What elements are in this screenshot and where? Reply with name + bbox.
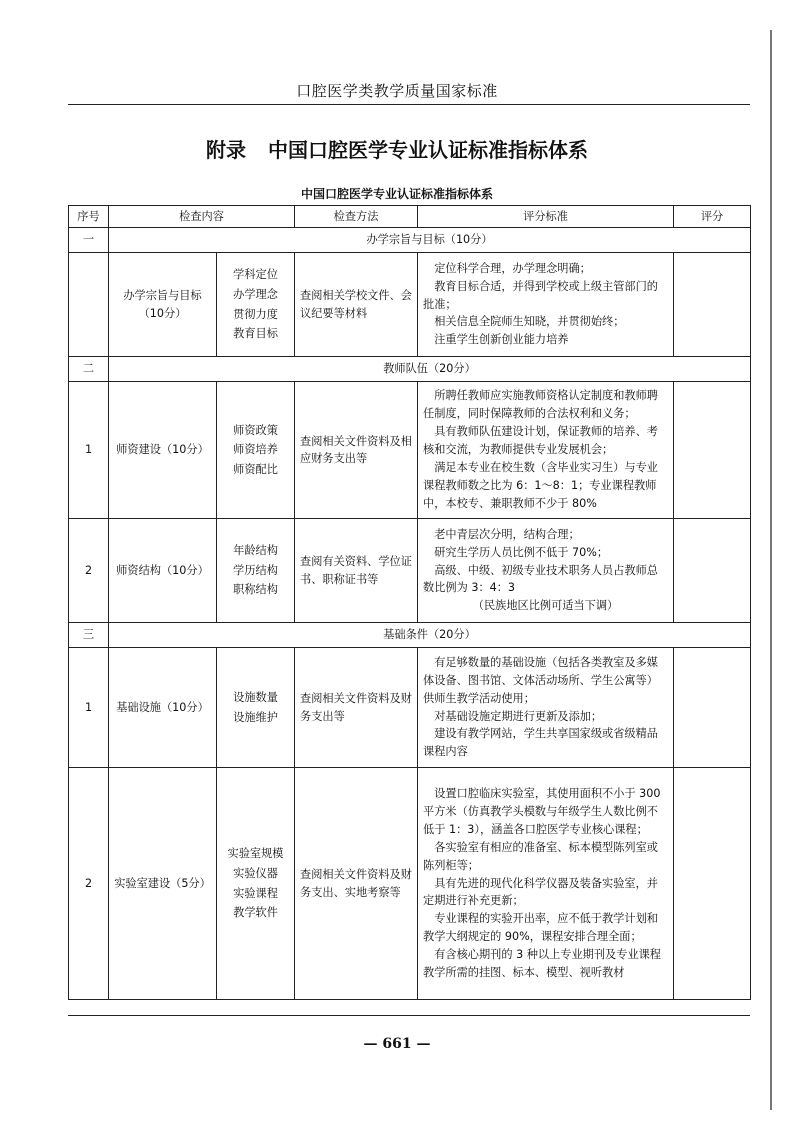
item-criteria bbox=[418, 519, 674, 623]
standards-table bbox=[68, 205, 751, 1000]
criterion: 建设有教学网站，学生共享国家级或省级精品课程内容 bbox=[423, 727, 658, 759]
item-criteria bbox=[418, 768, 674, 1000]
item-points bbox=[217, 768, 295, 1000]
criterion: 相关信息全院师生知晓，并贯彻始终； bbox=[434, 315, 625, 329]
title-text: 中国口腔医学专业认证标准指标体系 bbox=[268, 138, 588, 162]
item-points bbox=[217, 648, 295, 768]
item-score bbox=[674, 519, 751, 623]
page-number: — 661 — bbox=[363, 1036, 431, 1052]
item-score bbox=[674, 382, 751, 519]
criterion: 有含核心期刊的 3 种以上专业期刊及专业课程教学所需的挂图、标本、模型、视听教材 bbox=[423, 948, 661, 980]
item-seq bbox=[69, 253, 109, 357]
criterion: 定位科学合理，办学理念明确； bbox=[434, 261, 591, 275]
table-row bbox=[69, 519, 751, 623]
point: 师资政策 bbox=[233, 423, 278, 437]
criterion: 满足本专业在校生数（含毕业实习生）与专业课程教师数之比为 6：1～8：1；专业课程教师中，本校专、兼职教师不少于 80% bbox=[423, 460, 658, 510]
criterion: 研究生学历人员比例不低于 70%； bbox=[434, 545, 609, 559]
item-criteria bbox=[418, 253, 674, 357]
item-name: 师资结构（10分） bbox=[109, 519, 217, 623]
table-row bbox=[69, 768, 751, 1000]
criterion: 各实验室有相应的准备室、标本模型陈列室或陈列柜等； bbox=[423, 840, 658, 872]
point: 职称结构 bbox=[233, 583, 278, 597]
point: 实验课程 bbox=[233, 886, 278, 900]
section-title: 办学宗旨与目标（10分） bbox=[109, 228, 751, 253]
header-rule bbox=[68, 104, 750, 105]
section-title: 基础条件（20分） bbox=[109, 623, 751, 648]
point: 实验室规模 bbox=[227, 847, 284, 861]
criterion: 对基础设施定期进行更新及添加； bbox=[434, 709, 603, 723]
point: 设施数量 bbox=[233, 690, 278, 704]
item-seq: 1 bbox=[69, 648, 109, 768]
header-score: 评分 bbox=[674, 206, 751, 228]
criterion: 具有教师队伍建设计划，保证教师的培养、考核和交流，为教师提供专业发展机会； bbox=[423, 425, 658, 457]
item-seq: 1 bbox=[69, 382, 109, 519]
table-row bbox=[69, 382, 751, 519]
section-seq: 二 bbox=[69, 357, 109, 382]
point: 实验仪器 bbox=[233, 866, 278, 880]
point: 年龄结构 bbox=[233, 544, 278, 558]
item-name: 办学宗旨与目标（10分） bbox=[109, 253, 217, 357]
point: 教育目标 bbox=[233, 327, 278, 341]
item-score bbox=[674, 648, 751, 768]
item-score bbox=[674, 768, 751, 1000]
criterion: 设置口腔临床实验室，其使用面积不小于 300平方米（仿真教学头模数与年级学生人数比例不低于 1：3），涵盖各口腔医学专业核心课程； bbox=[423, 786, 661, 836]
item-method: 查阅相关学校文件、会议纪要等材料 bbox=[295, 253, 418, 357]
table-caption: 中国口腔医学专业认证标准指标体系 bbox=[300, 187, 493, 201]
point: 学历结构 bbox=[233, 563, 278, 577]
running-header: 口腔医学类教学质量国家标准 bbox=[296, 82, 498, 100]
item-name: 师资建设（10分） bbox=[109, 382, 217, 519]
item-name: 基础设施（10分） bbox=[109, 648, 217, 768]
section-seq: 一 bbox=[69, 228, 109, 253]
title-prefix: 附录 bbox=[206, 138, 246, 162]
item-points bbox=[217, 382, 295, 519]
point: 教学软件 bbox=[233, 906, 278, 920]
header-seq: 序号 bbox=[69, 206, 109, 228]
point: 设施维护 bbox=[233, 710, 278, 724]
table-row bbox=[69, 253, 751, 357]
item-seq: 2 bbox=[69, 519, 109, 623]
point: 贯彻力度 bbox=[233, 307, 278, 321]
header-criteria: 评分标准 bbox=[418, 206, 674, 228]
criterion: 所聘任教师应实施教师资格认定制度和教师聘任制度，同时保障教师的合法权利和义务； bbox=[423, 389, 658, 421]
item-method: 查阅有关资料、学位证书、职称证书等 bbox=[295, 519, 418, 623]
criterion: 老中青层次分明，结构合理； bbox=[434, 527, 580, 541]
criterion: 教育目标合适，并得到学校或上级主管部门的批准； bbox=[423, 279, 658, 311]
point: 师资培养 bbox=[233, 443, 278, 457]
criterion: 注重学生创新创业能力培养 bbox=[434, 333, 569, 347]
item-score bbox=[674, 253, 751, 357]
section-row bbox=[69, 228, 751, 253]
section-seq: 三 bbox=[69, 623, 109, 648]
criterion: 有足够数量的基础设施（包括各类教室及多媒体设备、图书馆、文体活动场所、学生公寓等）供师生教学活动使用； bbox=[423, 655, 658, 705]
item-method: 查阅相关文件资料及财务支出、实地考察等 bbox=[295, 768, 418, 1000]
table-header-row bbox=[69, 206, 751, 228]
page-title bbox=[20, 134, 774, 163]
item-points bbox=[217, 253, 295, 357]
criterion: 专业课程的实验开出率，应不低于教学计划和教学大纲规定的 90%，课程安排合理全面； bbox=[423, 912, 658, 944]
header-method: 检查方法 bbox=[295, 206, 418, 228]
criterion: 具有先进的现代化科学仪器及装备实验室，并定期进行补充更新； bbox=[423, 876, 658, 908]
footer-rule bbox=[68, 1015, 750, 1016]
section-row bbox=[69, 623, 751, 648]
point: 办学理念 bbox=[233, 287, 278, 301]
item-criteria bbox=[418, 648, 674, 768]
table-row bbox=[69, 648, 751, 768]
item-seq: 2 bbox=[69, 768, 109, 1000]
item-method: 查阅相关文件资料及财务支出等 bbox=[295, 648, 418, 768]
point: 学科定位 bbox=[233, 268, 278, 282]
section-title: 教师队伍（20分） bbox=[109, 357, 751, 382]
criterion: 高级、中级、初级专业技术职务人员占教师总数比例为 3：4：3 bbox=[423, 563, 658, 595]
criterion-note: （民族地区比例可适当下调） bbox=[472, 599, 619, 613]
item-points bbox=[217, 519, 295, 623]
header-content: 检查内容 bbox=[109, 206, 295, 228]
item-method: 查阅相关文件资料及相应财务支出等 bbox=[295, 382, 418, 519]
point: 师资配比 bbox=[233, 462, 278, 476]
item-name: 实验室建设（5分） bbox=[109, 768, 217, 1000]
section-row bbox=[69, 357, 751, 382]
item-criteria bbox=[418, 382, 674, 519]
